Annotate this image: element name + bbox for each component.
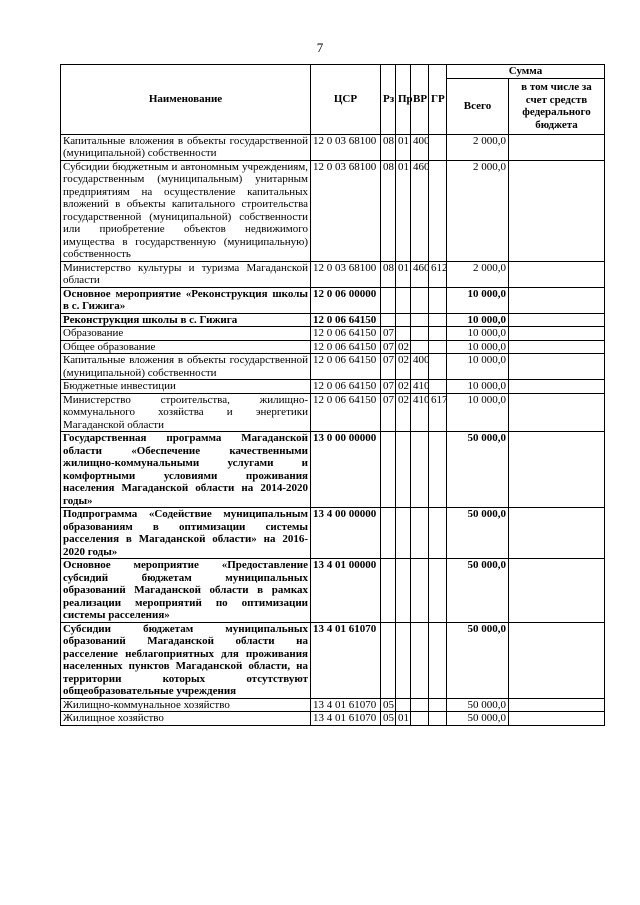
row-pr: [396, 327, 411, 341]
row-gr: [429, 432, 447, 508]
row-vr: 460: [411, 160, 429, 261]
row-vr: [411, 508, 429, 559]
row-vr: 410: [411, 393, 429, 432]
row-csr: 12 0 06 64150: [311, 380, 381, 394]
header-csr: ЦСР: [311, 65, 381, 135]
table-row: [61, 559, 605, 623]
row-vr: [411, 712, 429, 726]
row-csr: 13 4 01 61070: [311, 622, 381, 698]
row-rz: 07: [381, 340, 396, 354]
row-rz: 05: [381, 712, 396, 726]
row-total: 50 000,0: [447, 698, 509, 712]
row-pr: [396, 287, 411, 313]
table-row: [61, 287, 605, 313]
row-name: Реконструкция школы в с. Гижига: [61, 313, 311, 327]
row-total: 50 000,0: [447, 622, 509, 698]
header-pr: Пр: [396, 65, 411, 135]
row-federal: [509, 622, 605, 698]
row-gr: 612: [429, 261, 447, 287]
row-total: 2 000,0: [447, 134, 509, 160]
row-federal: [509, 287, 605, 313]
table-row: [61, 698, 605, 712]
row-vr: 460: [411, 261, 429, 287]
row-name: Субсидии бюджетам муниципальных образований Магаданской области на расселение неблагоприятных для проживания населенных пунктов Магаданской области, на территории которых отсутствуют общеобразовательные учреждения: [61, 622, 311, 698]
row-pr: 01: [396, 160, 411, 261]
row-total: 10 000,0: [447, 327, 509, 341]
row-federal: [509, 393, 605, 432]
row-vr: [411, 432, 429, 508]
row-total: 10 000,0: [447, 287, 509, 313]
row-gr: [429, 160, 447, 261]
header-vr: ВР: [411, 65, 429, 135]
row-rz: 08: [381, 134, 396, 160]
row-vr: [411, 698, 429, 712]
row-federal: [509, 313, 605, 327]
row-gr: [429, 340, 447, 354]
row-name: Министерство строительства, жилищно-коммунального хозяйства и энергетики Магаданской области: [61, 393, 311, 432]
row-rz: 07: [381, 354, 396, 380]
row-name: Подпрограмма «Содействие муниципальным образованиям в оптимизации системы расселения в Магаданской области» на 2016-2020 годы»: [61, 508, 311, 559]
row-vr: [411, 622, 429, 698]
row-pr: 02: [396, 393, 411, 432]
header-gr: ГР: [429, 65, 447, 135]
row-name: Жилищно-коммунальное хозяйство: [61, 698, 311, 712]
row-rz: 05: [381, 698, 396, 712]
header-name: Наименование: [61, 65, 311, 135]
row-gr: [429, 327, 447, 341]
row-federal: [509, 160, 605, 261]
row-gr: [429, 622, 447, 698]
table-row: [61, 354, 605, 380]
budget-table: [60, 64, 605, 726]
row-pr: [396, 559, 411, 623]
row-rz: [381, 287, 396, 313]
row-vr: 400: [411, 354, 429, 380]
row-total: 10 000,0: [447, 340, 509, 354]
row-rz: 07: [381, 327, 396, 341]
table-row: [61, 313, 605, 327]
row-csr: 13 0 00 00000: [311, 432, 381, 508]
row-vr: [411, 313, 429, 327]
row-gr: [429, 354, 447, 380]
header-federal: в том числе за счет средств федерального бюджета: [509, 78, 605, 134]
row-csr: 13 4 01 61070: [311, 712, 381, 726]
row-rz: 08: [381, 160, 396, 261]
row-csr: 12 0 06 64150: [311, 313, 381, 327]
row-vr: [411, 287, 429, 313]
row-name: Жилищное хозяйство: [61, 712, 311, 726]
row-federal: [509, 380, 605, 394]
row-name: Основное мероприятие «Реконструкция школы в с. Гижига»: [61, 287, 311, 313]
row-gr: [429, 508, 447, 559]
row-gr: [429, 313, 447, 327]
row-federal: [509, 508, 605, 559]
row-vr: 400: [411, 134, 429, 160]
row-federal: [509, 261, 605, 287]
row-pr: 02: [396, 354, 411, 380]
row-pr: [396, 508, 411, 559]
row-federal: [509, 559, 605, 623]
row-csr: 12 0 06 00000: [311, 287, 381, 313]
row-csr: 12 0 06 64150: [311, 327, 381, 341]
page-number: 7: [316, 40, 324, 55]
row-vr: [411, 559, 429, 623]
row-gr: 617: [429, 393, 447, 432]
row-name: Государственная программа Магаданской области «Обеспечение качественными жилищно-коммунальными услугами и комфортными условиями проживания населения Магаданской области на 2014-2020 годы»: [61, 432, 311, 508]
row-total: 50 000,0: [447, 432, 509, 508]
row-rz: [381, 432, 396, 508]
row-total: 50 000,0: [447, 712, 509, 726]
header-sum: Сумма: [447, 65, 605, 79]
row-rz: 07: [381, 393, 396, 432]
table-row: [61, 393, 605, 432]
row-pr: 02: [396, 340, 411, 354]
row-rz: [381, 508, 396, 559]
row-total: 10 000,0: [447, 380, 509, 394]
table-body: [61, 134, 605, 725]
row-name: Субсидии бюджетным и автономным учреждениям, государственным (муниципальным) унитарным предприятиям на осуществление капитальных вложений в объекты капитального строительства государственной (муниципальной) собственности или приобретение объектов недвижимого имущества в государственную (муниципальную) собственность: [61, 160, 311, 261]
table-row: [61, 134, 605, 160]
table-row: [61, 622, 605, 698]
header-rz: Рз: [381, 65, 396, 135]
row-vr: 410: [411, 380, 429, 394]
row-name: Бюджетные инвестиции: [61, 380, 311, 394]
row-federal: [509, 327, 605, 341]
row-vr: [411, 327, 429, 341]
row-name: Основное мероприятие «Предоставление субсидий бюджетам муниципальных образований Магаданской области в рамках реализации мероприятий по оптимизации системы расселения»: [61, 559, 311, 623]
row-federal: [509, 340, 605, 354]
row-federal: [509, 134, 605, 160]
table-row: [61, 508, 605, 559]
row-name: Министерство культуры и туризма Магаданской области: [61, 261, 311, 287]
row-gr: [429, 559, 447, 623]
row-pr: [396, 313, 411, 327]
row-gr: [429, 134, 447, 160]
row-csr: 12 0 06 64150: [311, 354, 381, 380]
row-total: 50 000,0: [447, 559, 509, 623]
table-row: [61, 327, 605, 341]
row-total: 2 000,0: [447, 160, 509, 261]
row-pr: 01: [396, 261, 411, 287]
row-gr: [429, 287, 447, 313]
row-federal: [509, 354, 605, 380]
row-rz: [381, 313, 396, 327]
row-name: Капитальные вложения в объекты государственной (муниципальной) собственности: [61, 134, 311, 160]
row-rz: [381, 622, 396, 698]
table-row: [61, 712, 605, 726]
row-pr: 02: [396, 380, 411, 394]
row-csr: 12 0 06 64150: [311, 340, 381, 354]
table-row: [61, 432, 605, 508]
row-name: Капитальные вложения в объекты государственной (муниципальной) собственности: [61, 354, 311, 380]
row-total: 2 000,0: [447, 261, 509, 287]
row-csr: 12 0 03 68100: [311, 134, 381, 160]
row-federal: [509, 698, 605, 712]
table-row: [61, 340, 605, 354]
row-federal: [509, 712, 605, 726]
row-name: Общее образование: [61, 340, 311, 354]
row-csr: 12 0 03 68100: [311, 160, 381, 261]
row-gr: [429, 712, 447, 726]
row-csr: 13 4 01 00000: [311, 559, 381, 623]
row-gr: [429, 698, 447, 712]
row-pr: 01: [396, 712, 411, 726]
row-federal: [509, 432, 605, 508]
row-rz: 08: [381, 261, 396, 287]
row-pr: [396, 432, 411, 508]
row-csr: 13 4 00 00000: [311, 508, 381, 559]
row-csr: 13 4 01 61070: [311, 698, 381, 712]
row-pr: 01: [396, 134, 411, 160]
row-csr: 12 0 03 68100: [311, 261, 381, 287]
row-name: Образование: [61, 327, 311, 341]
row-gr: [429, 380, 447, 394]
row-rz: [381, 559, 396, 623]
header-total: Всего: [447, 78, 509, 134]
row-total: 10 000,0: [447, 354, 509, 380]
row-total: 10 000,0: [447, 313, 509, 327]
table-row: [61, 261, 605, 287]
row-total: 10 000,0: [447, 393, 509, 432]
row-pr: [396, 622, 411, 698]
row-pr: [396, 698, 411, 712]
row-total: 50 000,0: [447, 508, 509, 559]
row-csr: 12 0 06 64150: [311, 393, 381, 432]
table-row: [61, 160, 605, 261]
table-row: [61, 380, 605, 394]
row-vr: [411, 340, 429, 354]
row-rz: 07: [381, 380, 396, 394]
